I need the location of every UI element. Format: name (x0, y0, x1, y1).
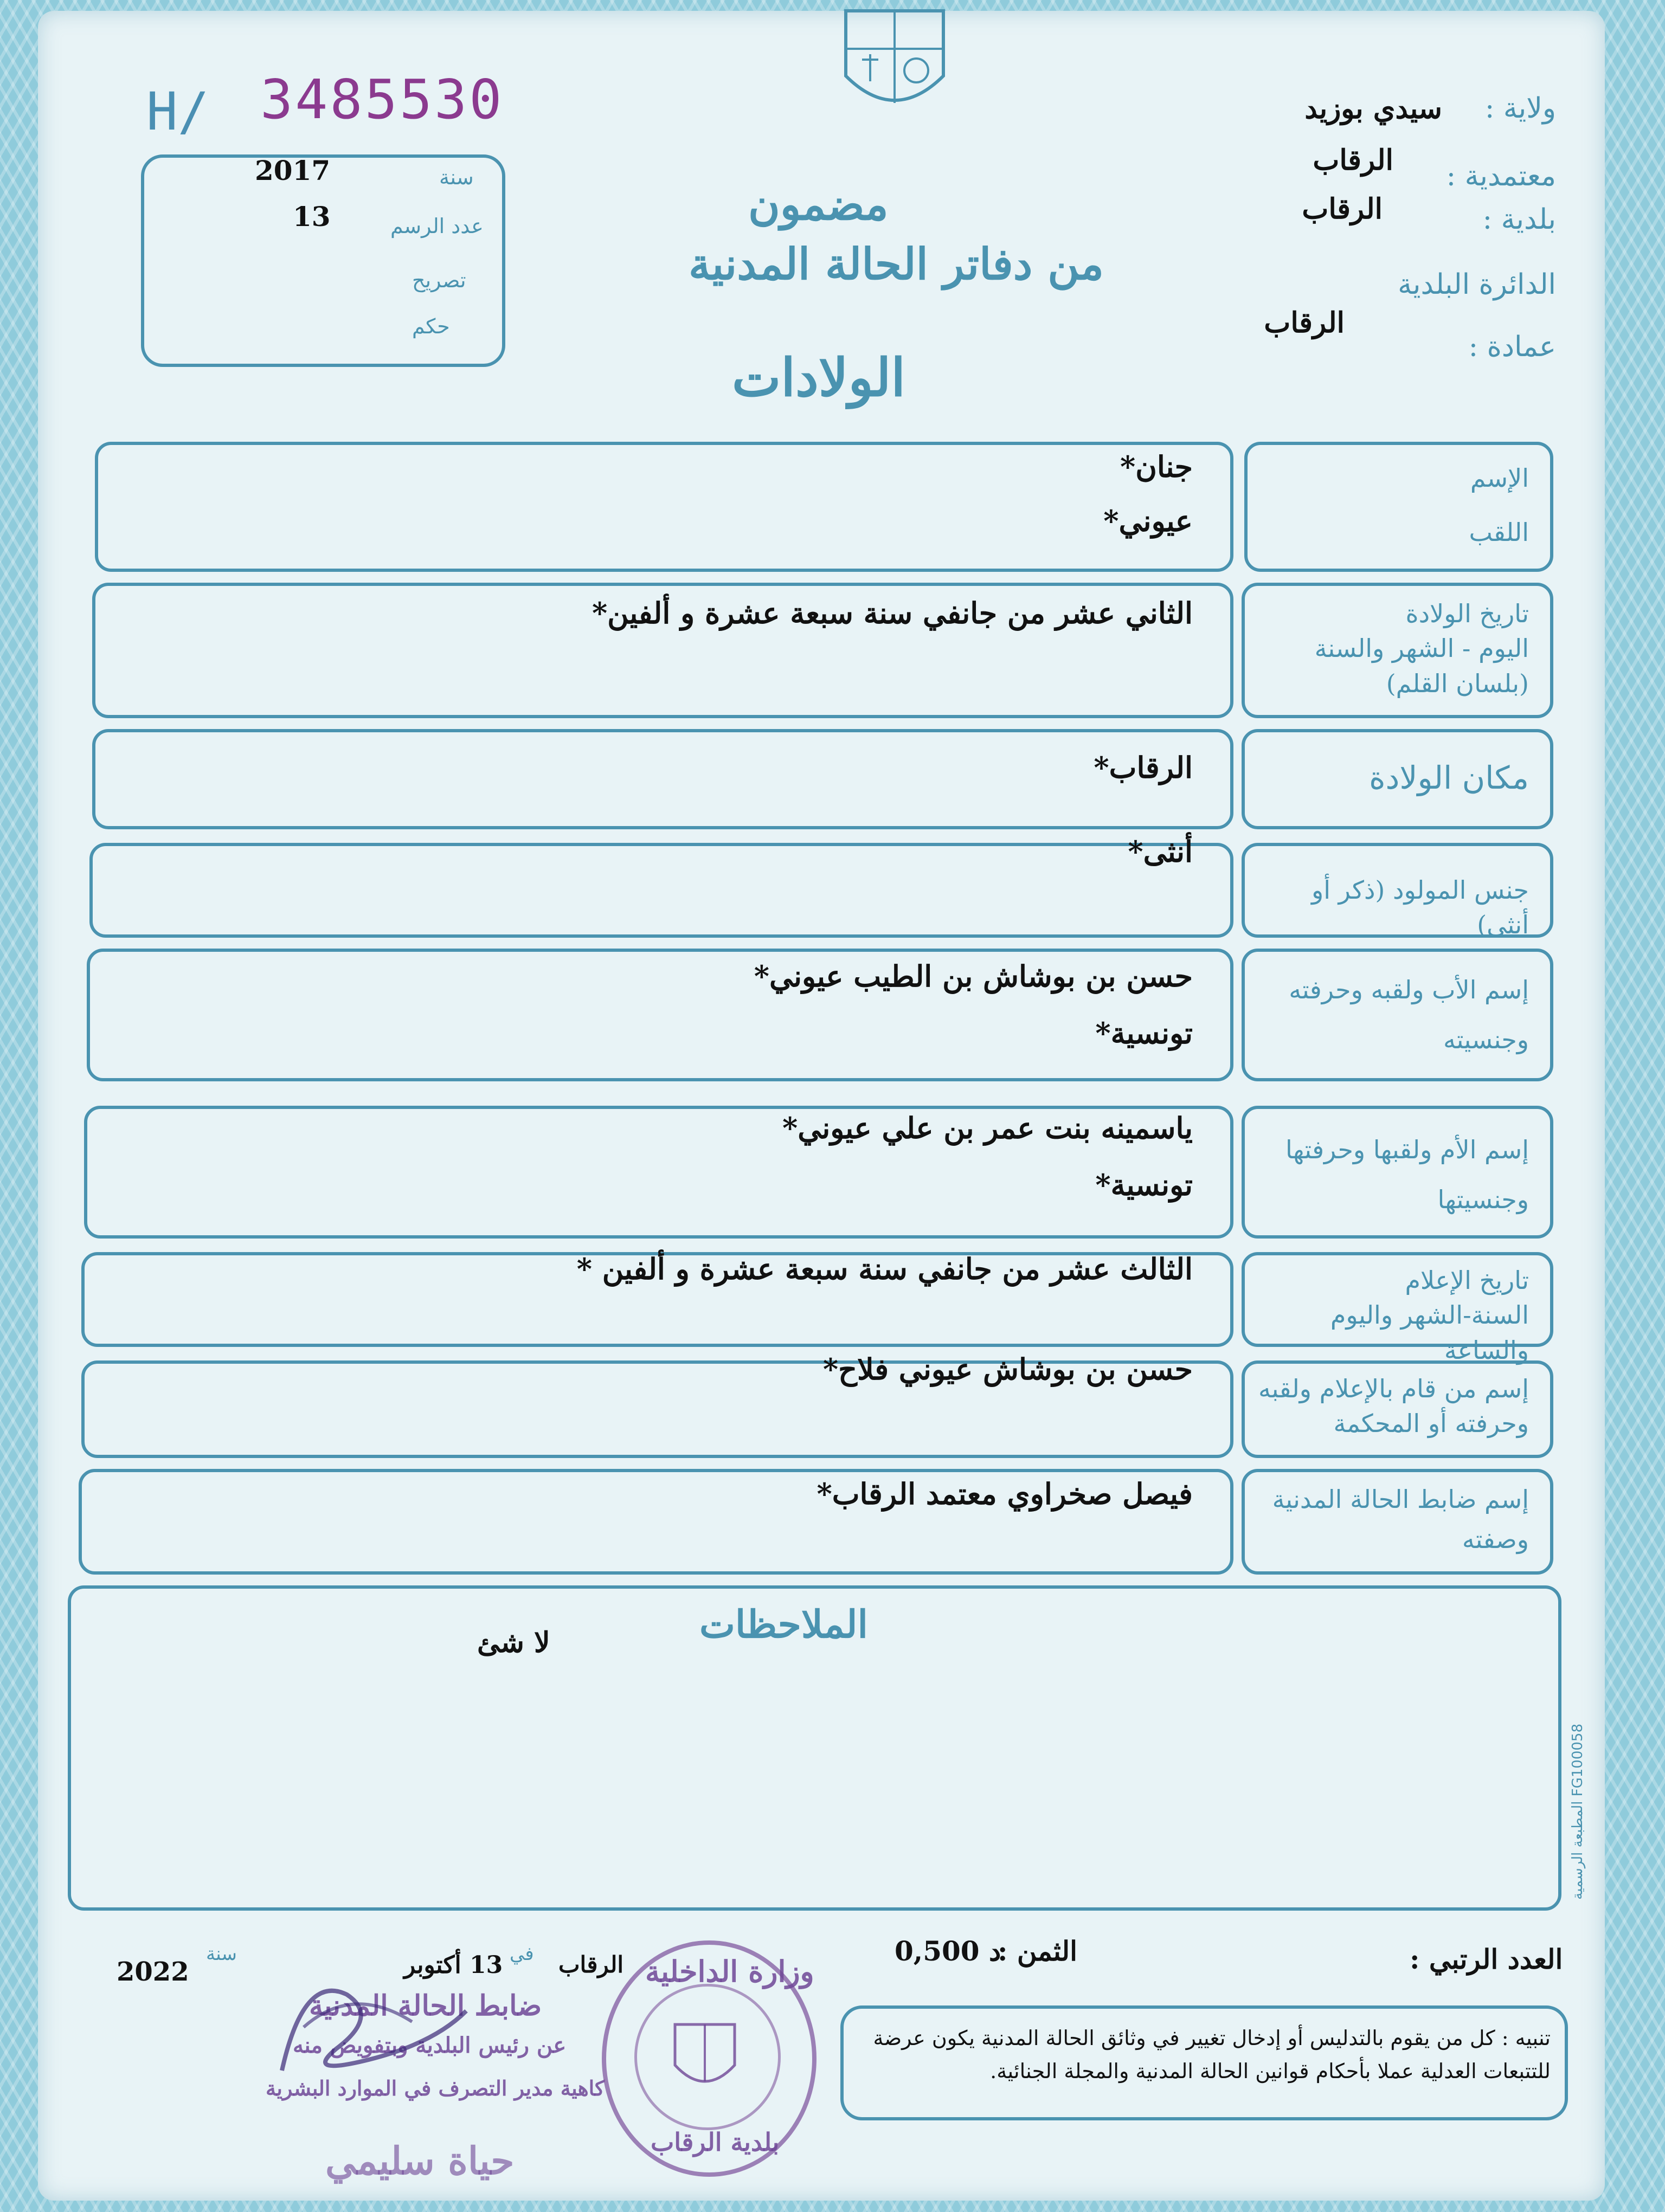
signatory-name: حياة سليمي (325, 2138, 515, 2183)
birth-date-label-line1: تاريخ الولادة (1405, 599, 1529, 628)
first-name-label: الإسم (1470, 463, 1529, 493)
print-code: المطبعة الرسمية FG100058 (1570, 1724, 1586, 1900)
father-label-line1: إسم الأب ولقبه وحرفته (1289, 975, 1529, 1004)
issue-date: 13 أكتوبر (404, 1951, 503, 1979)
document-title-births: الولادات (732, 347, 906, 408)
serial-order-label: العدد الرتبي : (1410, 1943, 1563, 1975)
document-title-excerpt: مضمون (748, 179, 889, 230)
mother-label-line1: إسم الأم ولقبها وحرفتها (1285, 1135, 1529, 1164)
sex-label: جنس المولود (ذكر أو أنثى) (1312, 875, 1529, 940)
year-value: 2017 (255, 154, 331, 186)
declarant-label-line1: إسم من قام بالإعلام ولقبه (1258, 1374, 1529, 1403)
birth-place-value: الرقاب* (1094, 750, 1193, 785)
delegation-label: معتمدية : (1446, 160, 1556, 192)
price-label: الثمن : (998, 1935, 1078, 1967)
officer-value: فيصل صخراوي معتمد الرقاب* (817, 1476, 1193, 1511)
warning-line1: تنبيه : كل من يقوم بالتدليس أو إدخال تغيير في وثائق الحالة المدنية يكون عرضة (873, 2026, 1551, 2050)
officer-label-line2: وصفته (1462, 1524, 1529, 1554)
issue-year: 2022 (117, 1957, 189, 1987)
birth-date-label (1252, 596, 1529, 701)
signatory-title: ضابط الحالة المدنية (309, 1989, 542, 2022)
stamp-bottom-text: بلدية الرقاب (651, 2127, 780, 2157)
issue-place: الرقاب (558, 1951, 624, 1978)
first-name-value: جنان* (1120, 449, 1193, 484)
warning-text (851, 2022, 1551, 2088)
father-nationality-value: تونسية* (1095, 1016, 1193, 1050)
stamp-top-text: وزارة الداخلية (645, 1954, 814, 1989)
declaration-date-label-line2: السنة-الشهر واليوم والساعة (1330, 1300, 1529, 1365)
handwritten-signature-icon (271, 1962, 477, 2103)
mother-name-value: ياسمينه بنت عمر بن علي عيوني* (782, 1111, 1193, 1145)
declarant-value: حسن بن بوشاش عيوني فلاح* (822, 1352, 1193, 1386)
surname-value: عيوني* (1103, 504, 1193, 538)
municipality-value: الرقاب (1302, 192, 1383, 225)
birth-date-value: الثاني عشر من جانفي سنة سبعة عشرة و ألفين* (592, 596, 1193, 630)
governorate-value: سيدي بوزيد (1304, 92, 1442, 125)
tunisia-emblem-icon (835, 0, 954, 125)
issue-year-label: سنة (206, 1943, 237, 1965)
serial-prefix: H/ (146, 81, 209, 142)
officer-label (1247, 1480, 1529, 1559)
mother-label-line2: وجنسيتها (1437, 1185, 1529, 1214)
notes-title: الملاحظات (699, 1602, 868, 1647)
district-label: الدائرة البلدية (1398, 268, 1556, 301)
signatory-line2: عن رئيس البلدية وبتفويض منه (293, 2033, 567, 2058)
price-value: 0,500 د (895, 1935, 1001, 1967)
birth-place-label: مكان الولادة (1369, 759, 1529, 796)
record-number-label: عدد الرسم (390, 214, 484, 238)
declarant-label (1247, 1371, 1529, 1441)
declaration-label: تصريح (412, 268, 466, 292)
year-label: سنة (439, 165, 474, 189)
mother-label (1247, 1125, 1529, 1224)
surname-label: اللقب (1469, 518, 1529, 547)
declaration-date-label (1247, 1263, 1529, 1368)
birth-date-label-line3: (بلسان القلم) (1386, 668, 1529, 698)
governorate-label: ولاية : (1484, 92, 1556, 125)
omda-label: عمادة : (1468, 331, 1556, 363)
father-label (1252, 965, 1529, 1065)
declaration-date-value: الثالث عشر من جانفي سنة سبعة عشرة و ألفين * (576, 1252, 1193, 1286)
birth-date-label-line2: اليوم - الشهر والسنة (1314, 634, 1529, 663)
stamp-emblem-icon (667, 2016, 743, 2098)
record-number-value: 13 (293, 201, 331, 233)
declarant-label-line2: وحرفته أو المحكمة (1333, 1409, 1529, 1439)
document-title-registers: من دفاتر الحالة المدنية (689, 238, 1104, 289)
signatory-line3: كاهية مدير التصرف في الموارد البشرية (266, 2076, 605, 2100)
mother-nationality-value: تونسية* (1095, 1168, 1193, 1202)
judgment-label: حكم (412, 314, 450, 338)
sex-value: أنثى* (1128, 834, 1193, 869)
serial-number: 3485530 (260, 68, 504, 131)
date-prefix-label: في (510, 1943, 534, 1965)
warning-line2: للتتبعات العدلية عملا بأحكام قوانين الحالة المدنية والمجلة الجنائية. (990, 2059, 1551, 2083)
officer-label-line1: إسم ضابط الحالة المدنية (1272, 1485, 1529, 1514)
delegation-value: الرقاب (1313, 144, 1393, 177)
father-name-value: حسن بن بوشاش بن الطيب عيوني* (754, 959, 1193, 994)
notes-value: لا شئ (477, 1626, 550, 1659)
declaration-date-label-line1: تاريخ الإعلام (1405, 1266, 1529, 1295)
father-label-line2: وجنسيته (1443, 1025, 1529, 1054)
omda-value: الرقاب (1264, 306, 1345, 339)
municipality-label: بلدية : (1482, 203, 1556, 236)
